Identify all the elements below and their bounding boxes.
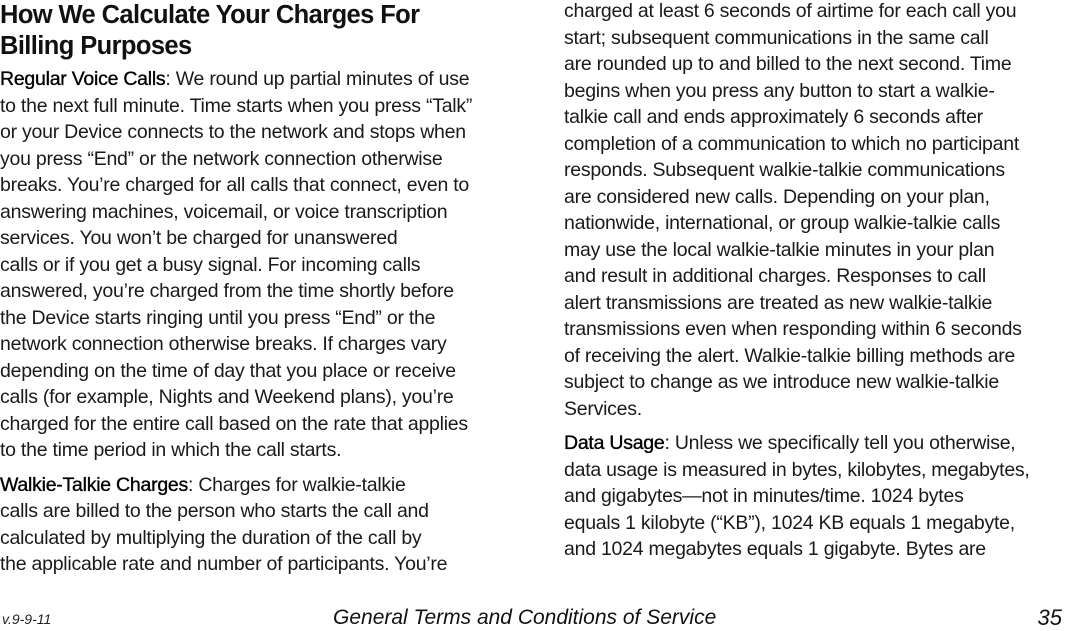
text-line: network connection otherwise breaks. If charges vary — [0, 333, 447, 355]
text-line: talkie call and ends approximately 6 seconds after — [564, 106, 983, 128]
right-paragraphs — [564, 0, 1086, 563]
text-line: are considered new calls. Depending on your plan, — [564, 185, 990, 208]
text-line: : We round up partial minutes of use — [165, 68, 470, 90]
text-line: to the next full minute. Time starts when you press “Talk” — [0, 94, 473, 117]
text-line: and gigabytes—not in minutes/time. 1024 bytes — [564, 485, 964, 507]
footer-title: General Terms and Conditions of Service — [333, 606, 717, 629]
text-line: and result in additional charges. Responses to call — [564, 265, 986, 287]
text-line: : Charges for walkie-talkie — [188, 473, 406, 496]
version-label: v.9-9-11 — [2, 611, 52, 627]
text-line: begins when you press any button to start a walkie- — [564, 79, 995, 102]
text-line: are rounded up to and billed to the next second. Time — [564, 53, 1012, 75]
text-line: or your Device connects to the network and stops when — [0, 121, 466, 143]
text-line: and 1024 megabytes equals 1 gigabyte. Bytes are — [564, 538, 986, 560]
text-line: calls (for example, Nights and Weekend plans), you’re — [0, 386, 454, 408]
text-line: alert transmissions are treated as new walkie-talkie — [564, 291, 993, 314]
text-line: start; subsequent communications in the same call — [564, 26, 989, 49]
text-line: transmissions even when responding within 6 seconds — [564, 318, 1022, 340]
heading-line-1: How We Calculate Your Charges For — [0, 1, 420, 29]
page-footer — [0, 604, 1087, 628]
text-line: depending on the time of day that you place or receive — [0, 359, 456, 382]
text-line: breaks. You’re charged for all calls that connect, even to — [0, 174, 469, 196]
text-line: calculated by multiplying the duration of the call by — [0, 526, 422, 549]
text-line: calls or if you get a busy signal. For incoming calls — [0, 253, 421, 276]
text-line: services. You won’t be charged for unanswered — [0, 227, 398, 249]
text-line: : Unless we specifically tell you otherwise, — [664, 432, 1016, 454]
paragraph — [564, 0, 1086, 422]
text-line: equals 1 kilobyte (“KB”), 1024 KB equals 1 megabyte, — [564, 511, 1015, 534]
text-line: calls are billed to the person who starts the call and — [0, 500, 429, 522]
text-line: responds. Subsequent walkie-talkie communications — [564, 159, 1005, 181]
text-line: data usage is measured in bytes, kilobytes, megabytes, — [564, 458, 1030, 481]
text-line: nationwide, international, or group walkie-talkie calls — [564, 212, 1001, 234]
heading-line-2: Billing Purposes — [0, 32, 192, 60]
text-line: may use the local walkie-talkie minutes in your plan — [564, 238, 995, 261]
left-paragraphs — [0, 66, 528, 578]
text-line: completion of a communication to which no participant — [564, 132, 1019, 155]
paragraph — [0, 472, 528, 578]
left-column — [0, 0, 528, 578]
text-line: charged at least 6 seconds of airtime for each call you — [564, 0, 1017, 22]
page-number: 35 — [1037, 605, 1062, 630]
text-line: answered, you’re charged from the time shortly before — [0, 280, 454, 302]
text-line: charged for the entire call based on the rate that applies — [0, 412, 468, 435]
paragraph — [0, 66, 528, 464]
paragraph-lead: Walkie-Talkie Charges — [0, 473, 189, 496]
paragraph-lead: Regular Voice Calls — [0, 68, 166, 90]
text-line: subject to change as we introduce new walkie-talkie — [564, 371, 999, 393]
paragraph-lead: Data Usage — [564, 432, 665, 454]
text-line: you press “End” or the network connection otherwise — [0, 147, 443, 170]
text-line: the applicable rate and number of participants. You’re — [0, 553, 448, 575]
right-column — [564, 0, 1086, 563]
section-heading — [0, 0, 528, 62]
text-line: the Device starts ringing until you press “End” or the — [0, 306, 436, 329]
text-line: to the time period in which the call starts. — [0, 439, 342, 461]
text-line: answering machines, voicemail, or voice transcription — [0, 200, 448, 223]
paragraph — [564, 430, 1086, 563]
text-line: of receiving the alert. Walkie-talkie billing methods are — [564, 344, 1016, 367]
text-line: Services. — [564, 397, 642, 420]
